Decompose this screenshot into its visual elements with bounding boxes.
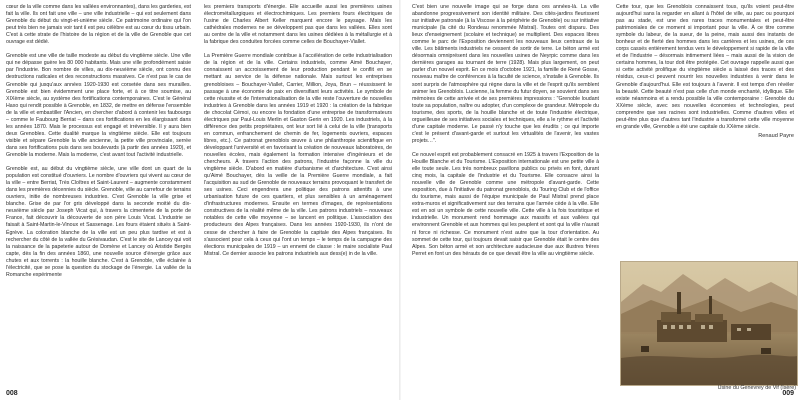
author-signature: Renaud Payre (758, 132, 794, 139)
paragraph: Grenoble est une ville de taille modeste au début du vingtième siècle. Une ville qui ne dépasse guère les 80 000 habitants. Mais une ville profondément saisie par l'industrie. Bon nombre de villes, au dix-neuvième siècle, ont connu des destructions radicales et des reconstructions massives. Ce n'est pas le cas de Grenoble qui jusqu'aux années 1920-1930 est corsetée dans ses murailles. Grenoble est bien évidemment une place forte, et à ce titre soumise, au XIXème siècle, au système des fortifications contemporaines. C'est le Général Haxo qui rendit possible à Grenoble, en 1832, de mettre en défense l'ensemble de la ville et embastiller l'Ancien, en chercher d'abord à contenir les faubourgs – comme le Faubourg Berriat – dans ces fortifications en les élargissant dans les années 1870. Mais le processus est engagé et irréversible. Il y aura bien deux Grenobles. Cette dualité marque la vingtième siècle. Elle est toujours visible et sépare Grenoble la ville ancienne, la petite ville provinciale, serrée dans ses fortifications puis dans ses boulevards (à partir des années 1920), et Grenoble la moderne. Mais la moderne, c'est avant tout l'activité industrielle. (6, 53, 191, 158)
paragraph: Ce nouvel esprit est probablement consacré en 1925 à travers l'Exposition de la Houille Blanche et du Tourisme. L'Exposition internationale est une petite ville à elle toute seule. Les très nombreux pavillons publics ou privés en font, durant cinq mois, la capitale de l'industrie et du Tourisme. Elle consacre ainsi la nouvelle ville de Grenoble comme une métropole d'avant-garde. Cette exposition, due à l'initiative du patronat grenoblois, du Touring Club et de l'office du tourisme, mais aussi de l'équipe municipale de Paul Mistral prend place extra-muros et significativement sur des terrains que l'armée cède à la ville. Elle est en soi un symbole de cette nouvelle ville. Cette ville à la fois touristique et industrielle. Un monument rend hommage aux massifs et aux vallées qui environnent Grenoble et aux hommes qui les peuplent et sont qui la ville n'aurait ni force ni richesse. Ce monument n'est autre que la tour d'orientation. Au sommet de cette tour, qui toujours devait saisir que Grenoble était le centre des Alpes. Son béton armé et son architecture audacieuse due aux illustres frères Perret en font un des hérauts de ce que devait être la ville au vingtième siècle. (412, 151, 599, 257)
page-number-right: 009 (782, 390, 794, 397)
paragraph: Grenoble est, au début du vingtième siècle, une ville dont un quart de la population est constitué d'ouvriers. Le nombre d'ouvriers qui vivent au cœur de la ville – entre Berriat, Très Cloîtres et Saint-Laurent – augmente constamment dans les premières décennies du siècle. Grenoble, ville au carrefour de terrains ouvriers, initie de nombreuses industries. C'est Grenoble la ville grise et blanche. Grise de par l'or gris développé dans la seconde moitié du dix-neuvième siècle par Joseph Vicat qui, à travers la cimenterie de la porte de France, fait découvrir la découverte de son père Louis Vicat. L'industrie se faisait à Saint-Martin-le-Vinoux et Sassenage. Les fours étaient situés à Saint-Égrève. La coloration blanche de la ville est un peu plus tardive et est à rechercher du côté de la vallée du Grésivaudan. C'est le site de Lancey qui voit la naissance de la papeterie autour de Domène et Lancey où Aristide Bergès capte, dès la fin des années 1860, une nouvelle source d'énergie grâce aux chutes et aux torrents : la houille blanche. C'est à Grenoble, ville éclairée à l'électricité, que se pose la question du stockage de l'énergie. La vallée de la Romanche expérimente (6, 166, 191, 278)
paragraph: Cette tour, que les Grenoblois connaissent tous, qu'ils voient peut-être aujourd'hui sans la regarder en allant à l'hôtel de ville, au parc ou pourquoi pas au stade, est une des rares traces monumentales et peut-être patrimoniales de ce moment si important pour la ville. À ce titre comme symbole du labeur, de la sueur, de la peine, mais aussi des instants de bonheur et de fierté des hommes dans les carrières et les usines, de ces corps cassés entièrement tendus vers le développement si rapide de la ville et de l'industrie – désormais intimement liées – mais aussi de la vision de certains hommes, la tour doit être protégée. Cet ouvrage rappelle aussi que si cette activité prolifique du vingtième siècle a laissé des traces et des résidus, ceux-ci peuvent nourrir les nouvelles industries à venir dans le Grenoble d'aujourd'hui. Elle est toujours à l'avenir. Il est temps d'en révéler la beauté. Cette beauté n'est pas celle d'un monde enchanté, idyllique. Elle existe néanmoins et a rendu possible la ville contemporaine : Grenoble du XXème siècle, avec ses nouvelles économies et technologies, peut comprendre que ses racines sont industrielles. Comme d'autres villes et peut-être plus que d'autres tant l'industrie a transformé cette ville moyenne en grande ville, Grenoble a été une capitale du XXème siècle. (616, 4, 794, 130)
paragraph: La Première Guerre mondiale contribue à l'accélération de cette industrialisation de la région et de la ville. Certains industriels, comme Aimé Bouchayer, connaissent un accroissement de leur production pendant le conflit en se mettant au service de la défense nationale. Mais surtout les entreprises grenobloises – Bouchayer-Viallet, Carrier, Million, Joya, Brun – réussissent le passage à une économie de paix en diversifiant leurs activités. Le symbole de cette réussite et de l'internationalisation de la ville reste l'ouverture de nouvelles industries à Grenoble dans les années 1919 et 1920 : la création de la fabrique de chocolat Cémoi, ou encore la fondation d'une entreprise de transformateurs électriques par Paul-Louis Merlin et Gaston Gerin en 1920. Les industriels, à la différence des petits propriétaires, ont leur sort lié à celui de la ville (transports en commun, enfranchement de chemin de fer, logements ouvriers, espaces libres, etc.). Ce patronat grenoblois œuvre à une philanthropie scientifique en développant l'université et en favorisant la création de nouveaux laboratoires, de nouvelles écoles, mais également la formation intensive d'ingénieurs et de chercheurs. À travers l'action des patrons, l'industrie façonne la ville du vingtième siècle. D'abord en matière d'urbanisme et d'architecture. C'est ainsi qu'Aimé Bouchayer, dès la veille de la Première Guerre mondiale, a fait l'acquisition au sud de Grenoble de nouveaux terrains provoquant le transfert de ses usines. Ceci engendrera une politique des patrons attentifs à une urbanisation future de ces quartiers, et plus sensibles à un aménagement d'infrastructures modernes. Ensuite en termes d'images, de représentations constructives de la réalité même de la ville. Les patrons industriels – nouveaux notables de cette ville moyenne – se lancent en politique. L'association des producteurs des Alpes françaises. Dans les années 1920-1930, ils n'ont de cesse de chercher à faire de Grenoble la capitale des Alpes françaises. Ils s'associent pour cela à ceux qui l'ont un temps – le temps de la campagne des élections municipales de 1919 – un ennemi de classe : le maire socialiste Paul Mistral. Ce dernier associe les patrons industriels aux dess(e) in de la ville. (204, 53, 392, 257)
factory-photo (620, 261, 798, 386)
left-page-column-1 (6, 4, 191, 388)
paragraph: C'est bien une nouvelle image qui se forge dans ces années-là. La ville abandonne progressivement son identité militaire. Des cités-jardins fleurissent sur initiative patronale (à la Viscose à la périphérie de Grenoble) ou sur initiative municipale (la cité du Rondeau renommée Mistral). Toutes ont disparu. Des lieux d'enseignement (scolaire et technique) se multiplient. Des espaces libres comme le parc de l'Exposition deviennent les nouveaux lieux centraux de la ville. Les bâtiments industriels ne cessent de sortir de terre. Le béton armé est désormais omniprésent dans les nouvelles usines de Neyrpic comme dans les dernières garages au tournant de terre (1928). Mais plus largement, on peut parler d'un nouvel esprit. En ce mois d'octobre 1921, la famille de René Gosse, nouveau maître de conférences à la faculté de science, s'installe à Grenoble. Ils sont surpris de l'atmosphère qui règne dans la ville et de l'esprit qu'ils semblent animer les Grenoblois. Lucienne, la femme du futur doyen, se souvient dans ses mémoires de cette arrivée et de ses premières impressions : "Grenoble loudant toute sa population, naître ou adopter, d'un complexe de grandeur. Métropole du tourisme, des sports, de la houille blanche et de toute l'industrie électrique, orgueilleuse de ses initiatives sociales et techniques, elle a le rythme et l'activité d'une capitale moderne. Le passé n'y touche que les érudits ; ce qui importe c'est le présent d'avant-garde et surtout les virtualités de l'avenir, les vastes projets…". (412, 4, 599, 144)
page-number-left: 008 (6, 390, 18, 397)
right-page-column-2 (616, 4, 794, 214)
book-gutter (399, 0, 401, 400)
right-page-column-1 (412, 4, 599, 388)
paragraph: les premiers transports d'énergie. Elle accueille aussi les premières usines électrométallurgiques et électrochimiques. Les premiers fours électriques de l'usine de Charles Albert Keller marquent encore le paysage. Mais les cathédrales modernes ne se développent pas que dans les vallées. Elles sont au centre de la ville et notamment dans les usines dédiées à la métallurgie et à la fabrique des conduites forcées comme celles de Bouchayer-Viallet. (204, 4, 392, 46)
sepia-factory-image (621, 262, 797, 385)
photo-caption: Usine du Genevrey de Vif (Isère) (717, 385, 796, 391)
paragraph: cœur de la ville comme dans les vallées environnantes), dans les garderies, est fait la ville. Ils ont fait une ville – une ville industrielle – qui est seulement dans Grenoble du début du vingt-et-unième siècle. Ce patrimoine ordinaire qui l'on peut très bien ne jamais voir tant il est peu célèbre est au cœur du tissu urbain. C'est à cette strate de l'histoire de la région et de la ville de Grenoble que cet ouvrage est dédié. (6, 4, 191, 46)
left-page-column-2 (204, 4, 392, 266)
